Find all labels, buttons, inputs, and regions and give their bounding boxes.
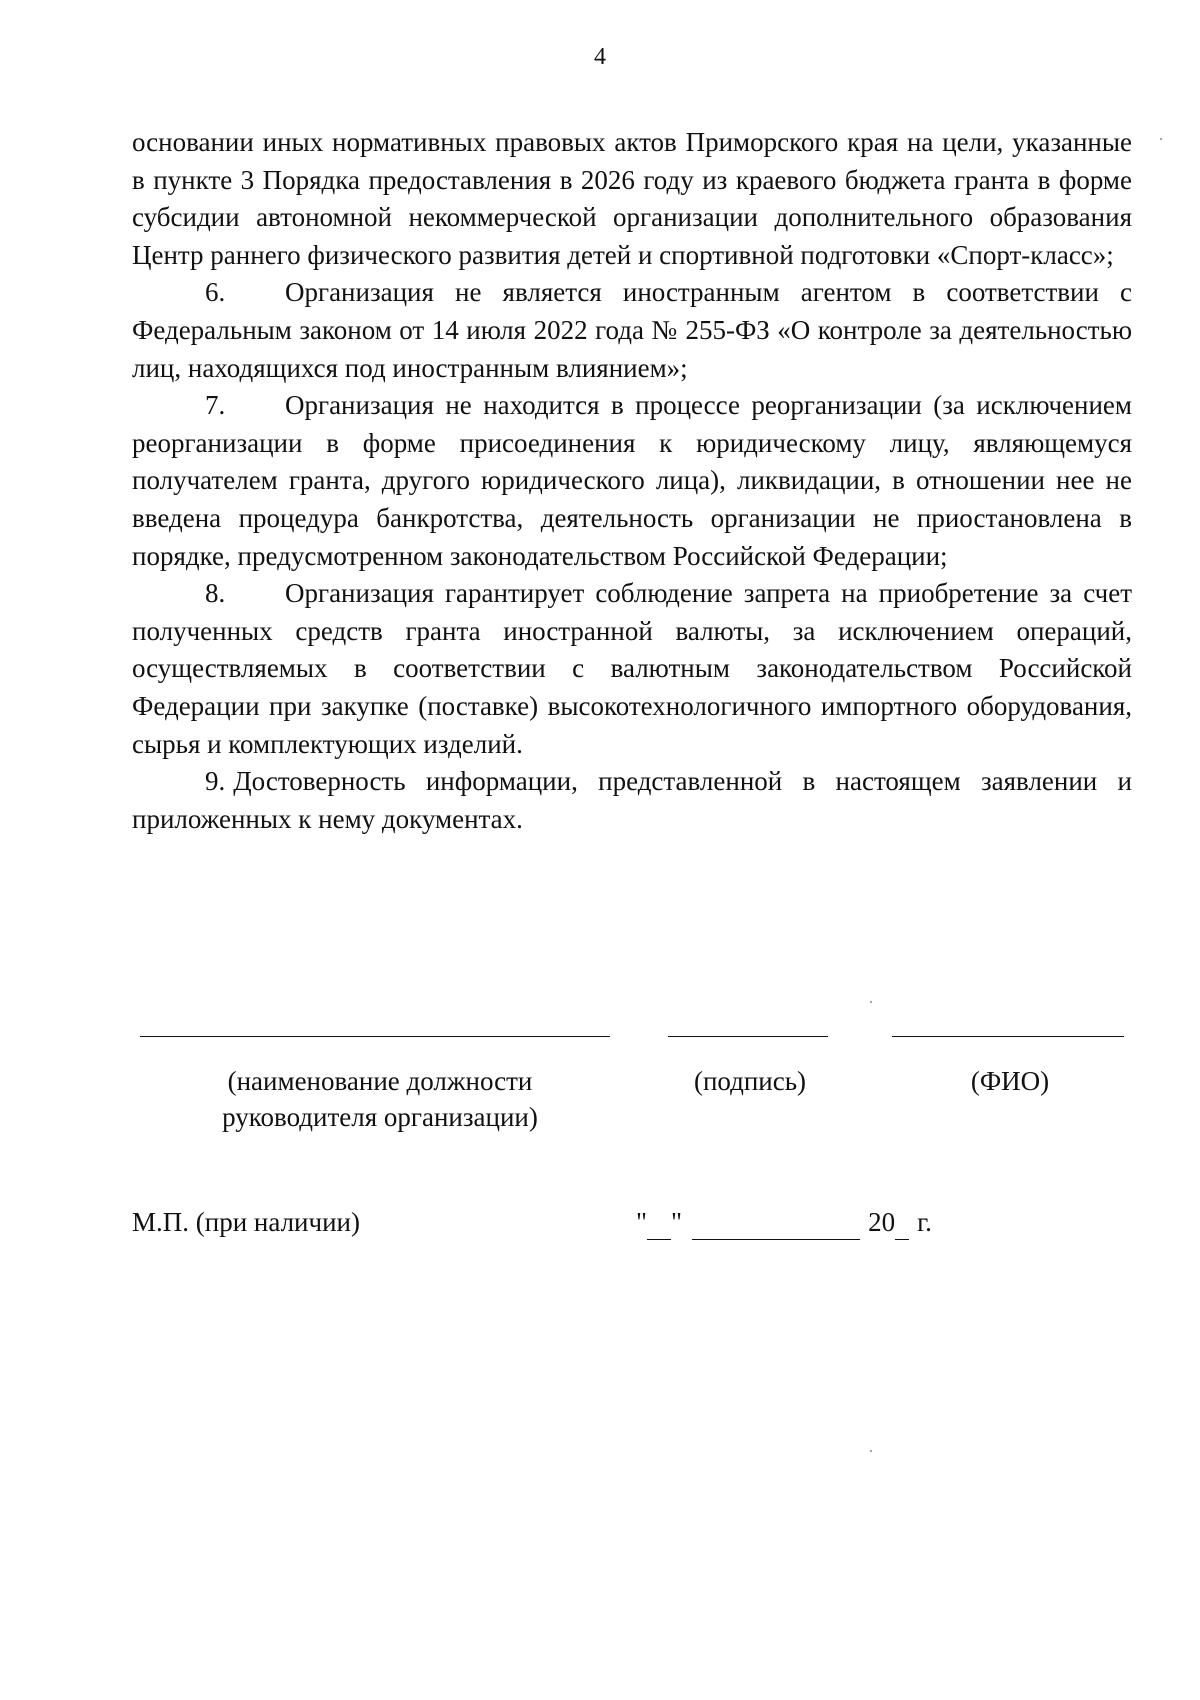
scan-speck [1160,138,1162,140]
stamp-label: М.П. (при наличии) [132,1207,360,1237]
paragraph-text: Организация не является иностранным агентом в соответствии с Федеральным законом от 14 июля 2022 года № 255-ФЗ «О контроле за деятельностью лиц, находящихся под иностранным влиянием»; [132,277,1132,383]
signature-caption: (подпись) [693,1066,807,1096]
document-body [132,124,1132,838]
page-number: 4 [594,44,606,70]
date-close-quote: " [671,1207,683,1237]
name-signature-line [892,1036,1124,1037]
paragraph-8 [132,575,1132,763]
paragraph-number: 6. [205,277,226,308]
paragraph-6 [132,274,1132,387]
date-year-prefix: 20 [868,1207,896,1237]
scan-speck [870,1001,872,1003]
position-signature-line [140,1036,610,1037]
paragraph-number: 8. [205,578,226,609]
paragraph-text: Организация гарантирует соблюдение запрета на приобретение за счет полученных средств гранта иностранной валюты, за исключением операций, осуществляемых в соответствии с валютным законодательством Российской Федерации при закупке (поставке) высокотехнологичного импортного оборудования, сырья и комплектующих изделий. [132,578,1132,759]
position-caption: (наименование должности руководителя организации) [222,1066,538,1132]
date-day-blank [647,1211,671,1240]
date-field [636,1204,932,1240]
paragraph-number: 7. [205,390,226,421]
date-month-blank [692,1211,860,1240]
paragraph-7 [132,387,1132,575]
name-caption: (ФИО) [970,1066,1050,1096]
paragraph-5-continuation: основании иных нормативных правовых актов Приморского края на цели, указанные в пункте 3 Порядка предоставления в 2026 году из краевого бюджета гранта в форме субсидии автономной некоммерческой организации дополнительного образования Центр раннего физического развития детей и спортивной подготовки «Спорт-класс»; [132,127,1132,270]
date-year-blank [895,1211,909,1240]
date-year-suffix: г. [917,1207,932,1237]
paragraph-text: Организация не находится в процессе реорганизации (за исключением реорганизации в форме присоединения к юридическому лицу, являющемуся получателем гранта, другого юридического лица), ликвидации, в отношении нее не введена процедура банкротства, деятельность организации не приостановлена в порядке, предусмотренном законодательством Российской Федерации; [132,390,1132,571]
paragraph-9 [132,763,1132,838]
paragraph-number: 9. [205,766,226,797]
signature-line [668,1036,828,1037]
date-open-quote: " [636,1207,648,1237]
paragraph-text: Достоверность информации, представленной в настоящем заявлении и приложенных к нему документах. [132,766,1132,834]
scan-speck [870,1450,872,1452]
